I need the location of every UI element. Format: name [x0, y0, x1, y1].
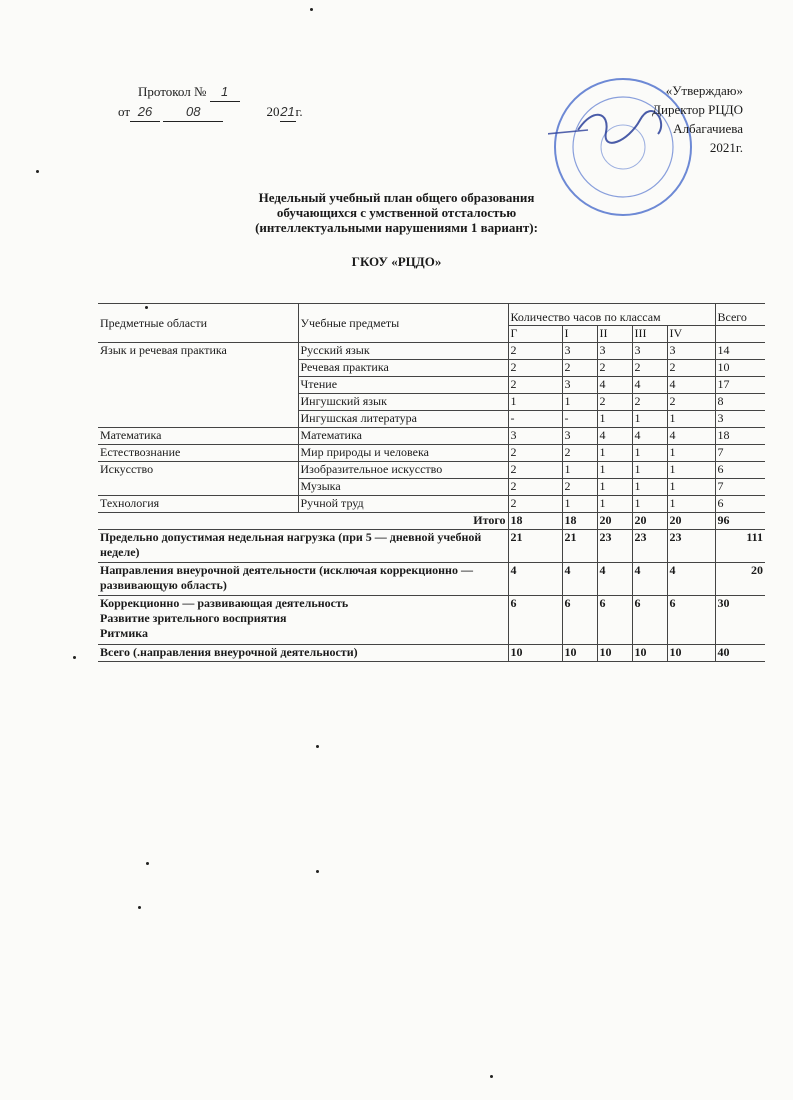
hours-cell: 23	[667, 530, 715, 563]
correction-line3: Ритмика	[100, 626, 148, 640]
date-year-suffix: 21	[280, 102, 296, 122]
header-row	[98, 304, 765, 326]
date-month: 08	[163, 102, 223, 122]
hours-cell: 2	[667, 394, 715, 411]
hours-cell: 1	[597, 411, 632, 428]
hours-cell: 2	[597, 394, 632, 411]
hours-cell: 4	[632, 377, 667, 394]
class-label: Г	[508, 326, 562, 343]
class-label: I	[562, 326, 597, 343]
itogo-row	[98, 513, 765, 530]
hours-cell: 6	[597, 596, 632, 645]
curriculum-table	[98, 303, 765, 662]
header-subject: Учебные предметы	[298, 304, 508, 343]
hours-cell: 1	[667, 445, 715, 462]
scan-speck	[490, 1075, 493, 1078]
hours-cell: 4	[597, 428, 632, 445]
hours-cell: 1	[562, 394, 597, 411]
table-row	[98, 445, 765, 462]
hours-cell: 2	[562, 360, 597, 377]
hours-cell: 1	[597, 479, 632, 496]
subject-name: Математика	[298, 428, 508, 445]
max-load-row	[98, 530, 765, 563]
subject-area: Технология	[98, 496, 298, 513]
org-name: ГКОУ «РЦДО»	[351, 254, 442, 269]
subject-name: Ингушский язык	[298, 394, 508, 411]
document-title	[0, 190, 793, 235]
hours-cell: 3	[562, 377, 597, 394]
hours-cell: 10	[667, 645, 715, 662]
hours-cell: 1	[632, 479, 667, 496]
grand-total-label: Всего (.направления внеурочной деятельности)	[98, 645, 508, 662]
correction-row	[98, 596, 765, 645]
approval-line-3: Албагачиева	[673, 121, 743, 136]
date-prefix: от	[118, 104, 131, 119]
hours-cell: 6	[562, 596, 597, 645]
hours-cell: 3	[562, 428, 597, 445]
hours-cell: 2	[508, 343, 562, 360]
scan-speck	[316, 870, 319, 873]
hours-cell: 1	[597, 445, 632, 462]
hours-cell: 10	[508, 645, 562, 662]
hours-cell: 20	[667, 513, 715, 530]
hours-cell: 2	[562, 445, 597, 462]
subject-name: Музыка	[298, 479, 508, 496]
table-row	[98, 411, 765, 428]
date-g: г.	[295, 104, 303, 119]
hours-cell: 3	[597, 343, 632, 360]
protocol-date-line	[118, 102, 303, 122]
hours-cell: 1	[632, 445, 667, 462]
hours-cell: 20	[632, 513, 667, 530]
subject-name: Чтение	[298, 377, 508, 394]
hours-cell: 2	[508, 360, 562, 377]
grand-total: 40	[715, 645, 765, 662]
hours-cell: 2	[508, 462, 562, 479]
scan-speck	[146, 862, 149, 865]
class-label: II	[597, 326, 632, 343]
hours-cell: 18	[508, 513, 562, 530]
subject-area: Искусство	[98, 462, 298, 479]
header-hours: Количество часов по классам	[508, 304, 715, 326]
extra-activities-row-label: Направления внеурочной деятельности (исключая коррекционно — развивающую область)	[98, 563, 508, 596]
row-total: 3	[715, 411, 765, 428]
scan-speck	[316, 745, 319, 748]
hours-cell: 2	[632, 360, 667, 377]
table-row	[98, 377, 765, 394]
subject-name: Ручной труд	[298, 496, 508, 513]
hours-cell: 1	[562, 496, 597, 513]
hours-cell: 1	[632, 411, 667, 428]
hours-cell: 2	[632, 394, 667, 411]
hours-cell: 10	[597, 645, 632, 662]
date-year-prefix: 20	[266, 104, 280, 119]
hours-cell: 2	[508, 496, 562, 513]
row-total: 17	[715, 377, 765, 394]
class-label-empty	[715, 326, 765, 343]
hours-cell: 1	[632, 496, 667, 513]
hours-cell: 1	[632, 462, 667, 479]
protocol-block	[118, 82, 303, 122]
hours-cell: 10	[632, 645, 667, 662]
hours-cell: 3	[562, 343, 597, 360]
subject-name: Изобразительное искусство	[298, 462, 508, 479]
approval-line-2: Директор РЦДО	[652, 102, 743, 117]
table-row	[98, 394, 765, 411]
max-load-row-total: 111	[715, 530, 765, 563]
scan-speck	[73, 656, 76, 659]
correction-total: 30	[715, 596, 765, 645]
hours-cell: 1	[667, 411, 715, 428]
hours-cell: 4	[667, 428, 715, 445]
correction-line1: Коррекционно — развивающая деятельность	[100, 596, 349, 610]
protocol-label: Протокол №	[138, 84, 207, 99]
row-total: 8	[715, 394, 765, 411]
hours-cell: 3	[508, 428, 562, 445]
title-line-1: Недельный учебный план общего образования	[258, 190, 535, 205]
correction-line2: Развитие зрительного восприятия	[100, 611, 287, 625]
header-area: Предметные области	[98, 304, 298, 343]
header-total: Всего	[715, 304, 765, 326]
scan-speck	[138, 906, 141, 909]
title-line-3: (интеллектуальными нарушениями 1 вариант):	[255, 220, 538, 235]
hours-cell: 2	[508, 377, 562, 394]
hours-cell: 6	[508, 596, 562, 645]
hours-cell: 2	[667, 360, 715, 377]
hours-cell: 6	[632, 596, 667, 645]
hours-cell: 4	[562, 563, 597, 596]
hours-cell: 4	[632, 428, 667, 445]
subject-area	[98, 377, 298, 394]
table-row	[98, 428, 765, 445]
date-day: 26	[130, 102, 160, 122]
grand-total-row	[98, 645, 765, 662]
row-total: 7	[715, 445, 765, 462]
hours-cell: 1	[562, 462, 597, 479]
hours-cell: 4	[597, 563, 632, 596]
hours-cell: 4	[667, 377, 715, 394]
subject-area: Математика	[98, 428, 298, 445]
protocol-number: 1	[210, 82, 240, 102]
hours-cell: 2	[562, 479, 597, 496]
itogo-total: 96	[715, 513, 765, 530]
table-row	[98, 360, 765, 377]
row-total: 6	[715, 462, 765, 479]
hours-cell: 23	[632, 530, 667, 563]
hours-cell: 10	[562, 645, 597, 662]
hours-cell: 1	[597, 462, 632, 479]
subject-area	[98, 360, 298, 377]
hours-cell: 21	[562, 530, 597, 563]
correction-label	[98, 596, 508, 645]
protocol-line	[118, 82, 303, 102]
title-line-2: обучающихся с умственной отсталостью	[276, 205, 517, 220]
hours-cell: 1	[667, 496, 715, 513]
hours-cell: -	[508, 411, 562, 428]
hours-cell: 2	[508, 479, 562, 496]
hours-cell: 2	[597, 360, 632, 377]
hours-cell: -	[562, 411, 597, 428]
hours-cell: 1	[597, 496, 632, 513]
hours-cell: 6	[667, 596, 715, 645]
hours-cell: 20	[597, 513, 632, 530]
row-total: 14	[715, 343, 765, 360]
table-row	[98, 479, 765, 496]
hours-cell: 18	[562, 513, 597, 530]
hours-cell: 23	[597, 530, 632, 563]
hours-cell: 4	[508, 563, 562, 596]
scan-speck	[36, 170, 39, 173]
hours-cell: 1	[667, 462, 715, 479]
approval-line-4: 2021г.	[709, 140, 743, 155]
subject-name: Мир природы и человека	[298, 445, 508, 462]
hours-cell: 2	[508, 445, 562, 462]
row-total: 7	[715, 479, 765, 496]
approval-line-1: «Утверждаю»	[665, 83, 743, 98]
hours-cell: 1	[667, 479, 715, 496]
extra-activities-row	[98, 563, 765, 596]
scan-speck	[145, 306, 148, 309]
hours-cell: 3	[632, 343, 667, 360]
scan-speck	[310, 8, 313, 11]
itogo-label: Итого	[98, 513, 508, 530]
max-load-row-label: Предельно допустимая недельная нагрузка (при 5 — дневной учебной неделе)	[98, 530, 508, 563]
row-total: 10	[715, 360, 765, 377]
table-row	[98, 496, 765, 513]
row-total: 18	[715, 428, 765, 445]
subject-area: Естествознание	[98, 445, 298, 462]
row-total: 6	[715, 496, 765, 513]
subject-name: Ингушская литература	[298, 411, 508, 428]
table-row	[98, 343, 765, 360]
hours-cell: 3	[667, 343, 715, 360]
class-label: IV	[667, 326, 715, 343]
subject-area	[98, 394, 298, 411]
extra-activities-row-total: 20	[715, 563, 765, 596]
subject-area	[98, 411, 298, 428]
class-label: III	[632, 326, 667, 343]
hours-cell: 21	[508, 530, 562, 563]
approval-block	[652, 81, 743, 157]
hours-cell: 1	[508, 394, 562, 411]
hours-cell: 4	[632, 563, 667, 596]
hours-cell: 4	[597, 377, 632, 394]
subject-area	[98, 479, 298, 496]
subject-name: Речевая практика	[298, 360, 508, 377]
subject-name: Русский язык	[298, 343, 508, 360]
hours-cell: 4	[667, 563, 715, 596]
subject-area: Язык и речевая практика	[98, 343, 298, 360]
table-row	[98, 462, 765, 479]
